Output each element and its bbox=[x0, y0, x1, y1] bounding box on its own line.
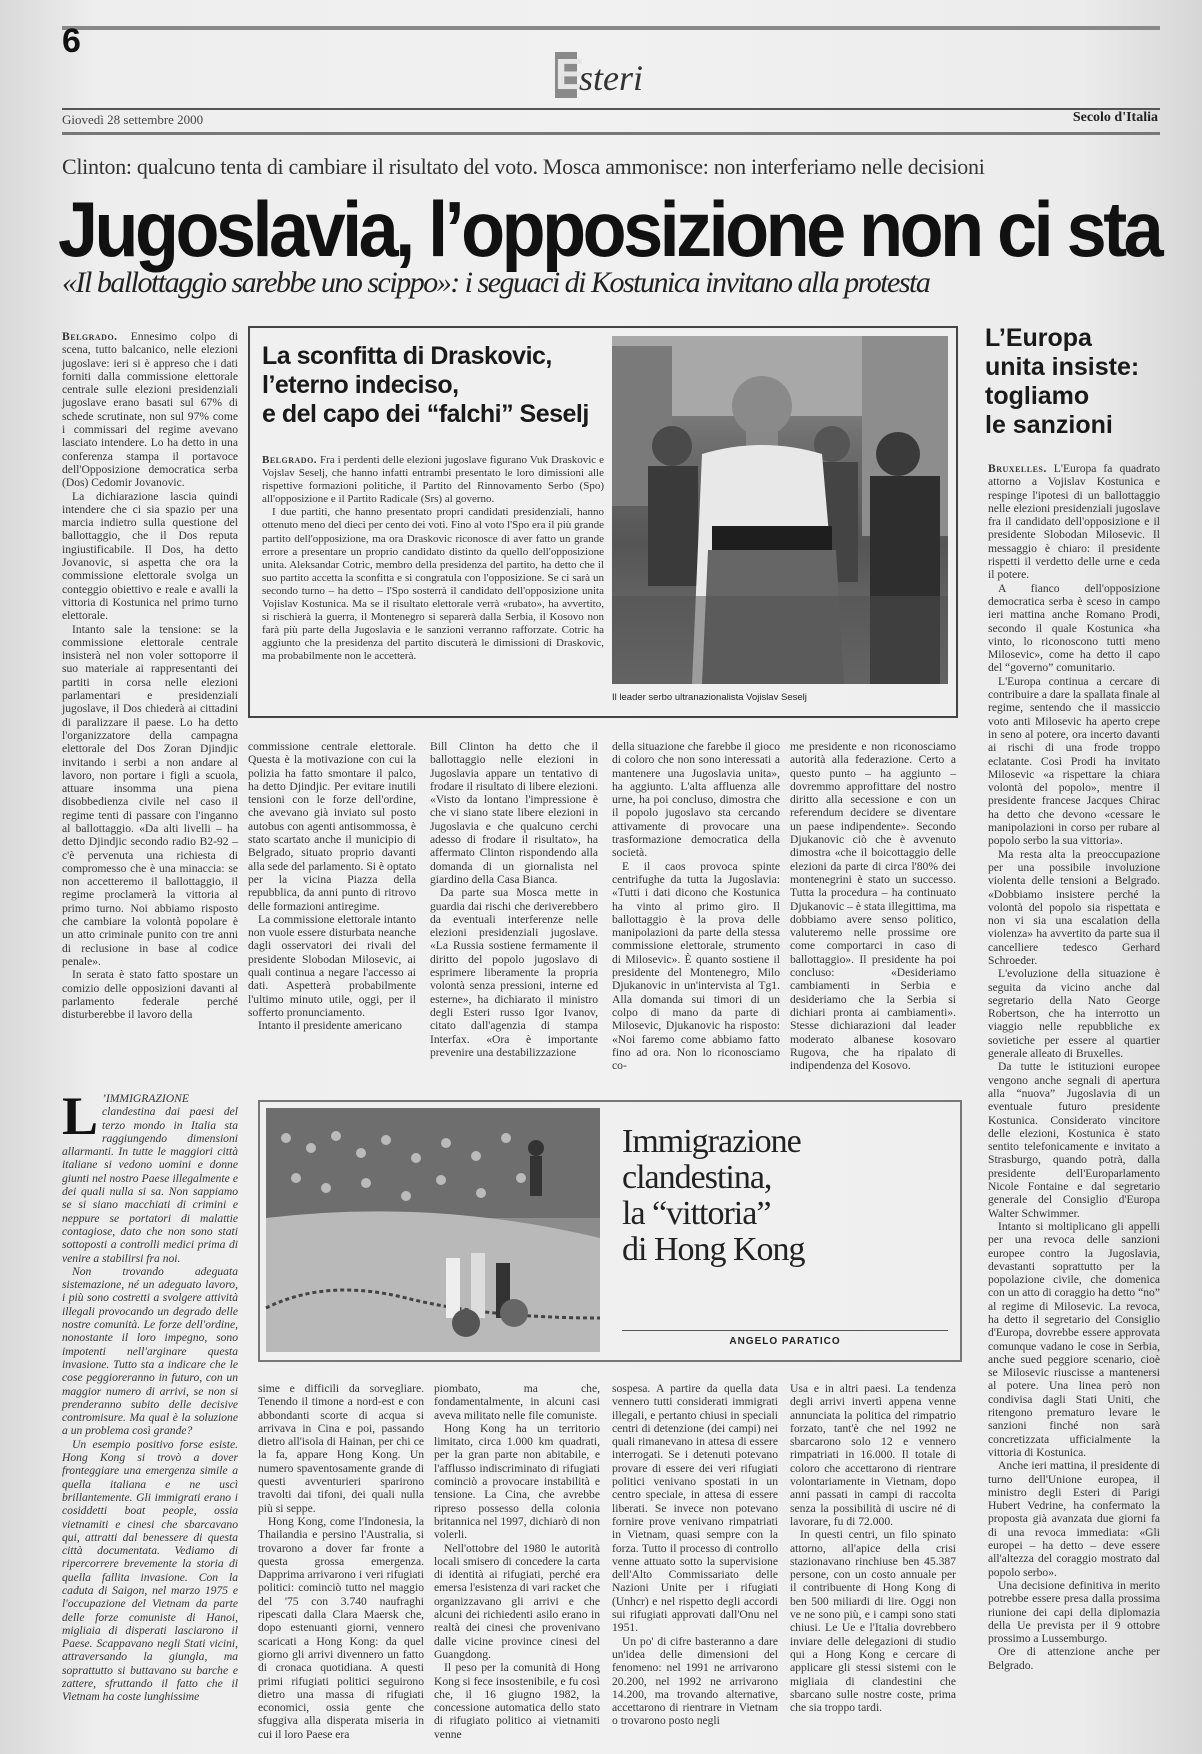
hongkong-column-5 bbox=[790, 1382, 956, 1715]
main-story-column-5 bbox=[790, 740, 956, 1073]
sidebar-body bbox=[262, 454, 604, 704]
paragraph: della situazione che farebbe il gioco di coloro che non sono interessati a mantenere una Jugoslavia unita», ha aggiunto. L'alta affluenza alle urne, ha poi concluso, dimostra che il popolo jugoslavo sta cercando attivamente di provocare una trasformazione democratica della società. bbox=[612, 740, 780, 860]
hongkong-lead-column bbox=[62, 1086, 238, 1740]
paragraph: A fianco dell'opposizione democratica serba è sceso in campo ieri mattina anche Romano Prodi, secondo il quale Kostunica «ha vinto, lo riconoscono tutti meno Milosevic», come ha detto il capo del “governo” comunitario. bbox=[988, 581, 1160, 675]
section-initial-block: E bbox=[555, 50, 585, 99]
europe-headline bbox=[985, 324, 1160, 440]
paragraph: Ore di attenzione anche per Belgrado. bbox=[988, 1645, 1160, 1672]
section-title bbox=[555, 48, 643, 98]
main-story-column-1 bbox=[62, 330, 238, 1070]
main-story-column-2 bbox=[248, 740, 416, 1070]
headline-line: Immigrazione bbox=[622, 1123, 801, 1160]
paragraph: I due partiti, che hanno presentato propri candidati presidenziali, hanno ottenuto meno del dieci per cento dei voti. Fino al voto l'Spo era il più grande partito dell'opposizione, ma ora Draskovic riconosce di aver fatto un grande errore a presentare un proprio candidato distinto da quello dell'opposizione unita. Aleksandar Cotric, membro della presidenza del partito, ha detto che il suo partito accetta la sconfitta e si congratula con l'opposizione. Se ci sarà un secondo turno – ha detto – l'Spo sosterrà il candidato dell'opposizione unita Vojislav Kostunica. Ma se il risultato elettorale verrà «rubato», ha avvertito, si rischierà la guerra, il Montenegro si separerà dalla Serbia, il Kosovo non farà più parte della Jugoslavia e le sanzioni verranno rafforzate. Cotric ha aggiunto che la presidenza del partito discuterà le dimissioni di Draskovic, ma probabilmente non le accetterà. bbox=[262, 506, 604, 663]
headline-line: clandestina, bbox=[622, 1159, 772, 1196]
paragraph: E il caos provoca spinte centrifughe da tutta la Jugoslavia: «Tutti i dati dicono che Kostunica ha vinto al primo giro. Il ballottaggio è la prova delle manipolazioni da parte della stessa commissione elettorale, strumento di Milosevic». È quanto sostiene il presidente del Montenegro, Milo Djukanovic in un'intervista al Tg1. Alla domanda sui timori di un colpo di mano da parte di Milosevic, Djukanovic ha risposto: «Noi faremo come abbiamo fatto fino ad ora. Non lo riconosciamo co- bbox=[612, 859, 780, 1073]
story-deck: «Il ballottaggio sarebbe uno scippo»: i seguaci di Kostunica invitano alla protesta bbox=[62, 266, 930, 299]
paragraph: Hong Kong ha un territorio limitato, circa 1.000 km quadrati, per la gran parte non abitabile, e l'afflusso indiscriminato di rifugiati cominciò a provocare instabilità e tensione. La Cina, che avrebbe ripreso possesso della colonia britannica nel 1997, dichiarò di non volerli. bbox=[434, 1421, 600, 1542]
hongkong-column-4 bbox=[612, 1382, 778, 1728]
main-headline: Jugoslavia, l’opposizione non ci sta bbox=[58, 187, 1161, 274]
newspaper-name: Secolo d'Italia bbox=[1072, 110, 1158, 125]
paragraph: ’IMMIGRAZIONE clandestina dai paesi del terzo mondo in Italia sta raggiungendo dimensioni allarmanti. In tutte le maggiori città italiane si vedono uomini e donne giunti nel nostro Paese illegalmente e dei quali nulla si sa. Non sappiamo se si siano macchiati di crimini e neppure se portatori di malattie contagiose, dato che non sono stati sottoposti a controlli medici prima di venire a stabilirsi fra noi. bbox=[62, 1092, 238, 1265]
paragraph: Un po' di cifre basteranno a dare un'idea delle dimensioni del fenomeno: nel 1991 ne arrivarono 20.200, nel 1992 ne arrivarono 14.200, ma trovando alternative, accettarono di rientrare in Vietnam o trovarono posto negli bbox=[612, 1634, 778, 1728]
paragraph: Intanto sale la tensione: se la commissione elettorale centrale insisterà nel non voler sottoporre il suo materiale ai rappresentanti dei partiti in corsa nelle elezioni parlamentari e presidenziali jugoslave, il Dos chiederà ai cittadini di paralizzare il paese. Lo ha detto l'organizzatore della campagna elettorale del Dos Zoran Djindjic invitando i serbi a non andare al lavoro, non portare i figli a scuola, attuare insomma una piena disobbedienza civile nel caso il regime tenti di passare con l'inganno al ballottaggio. «Da alti livelli – ha detto Djindjic secondo radio B2-92 – c'è pervenuta una richiesta di compromesso che è una minaccia: se non accetteremo il ballottaggio, il regime proclamerà la vittoria al primo turno. Noi abbiamo risposto che cambiare la volontà popolare è un atto criminale punito con tre anni di reclusione in base al codice penale». bbox=[62, 622, 238, 968]
main-story-column-4 bbox=[612, 740, 780, 1073]
sidebar-headline bbox=[262, 342, 612, 429]
paragraph: Ma resta alta la preoccupazione per una possibile involuzione violenta delle tensioni a Belgrado. «Dobbiamo insistere perché la volontà del popolo sia rispettata e non vi sia una escalation della violenza» ha avvertito da parte sua il cancelliere tedesco Gerhard Schroeder. bbox=[988, 847, 1160, 967]
section-name bbox=[579, 58, 643, 98]
paragraph: me presidente e non riconosciamo autorità alla federazione. Certo a questo punto – ha aggiunto – dovremmo approfittare del nostro diritto alla secessione e con un referendum decidere se diventare un paese indipendente». Secondo Djukanovic ciò che è avvenuto dimostra «che il boicottaggio delle elezioni da parte di circa l'80% dei montenegrini è stato un successo. Tutta la procedura – ha continuato Djukanovic – è stata illegittima, ma dobbiamo avere senso politico, valuteremo nelle prossime ore come comportarci in caso di ballottaggio». Il presidente ha poi concluso: «Desideriamo cambiamenti in Serbia e desideriamo che la Serbia si dichiari pronta ai cambiamenti». Stesse dichiarazioni dal leader moderato albanese kosovaro Rugova, che ha ripalato di indipendenza del Kosovo. bbox=[790, 740, 956, 1073]
paragraph: sospesa. A partire da quella data vennero tutti considerati immigrati illegali, e pertanto chiusi in speciali centri di detenzione (dei campi) nei quali rimanevano in attesa di essere interrogati. Se i detenuti potevano provare di essere dei veri rifugiati politici venivano spostati in un centro speciale, in attesa di essere liberati. Se invece non potevano fornire prove venivano rimpatriati in Vietnam, quasi sempre con la forza. Tutto il processo di controllo venne attuato sotto la supervisione dell'Alto Commissariato delle Nazioni Unite per i rifugiati (Unhcr) e nel rispetto degli accordi sui rifugiati approvati dall'Onu nel 1951. bbox=[612, 1382, 778, 1635]
paragraph: Intanto il presidente americano bbox=[258, 1019, 402, 1033]
paragraph: sime e difficili da sorvegliare. Tenendo il timone a nord-est e con abbondanti scorte di acqua si arrivava in Cina e poi, passando dietro all'isola di Hainan, per chi ce la fa, appare Hong Kong. Un numero spaventosamente grande di questi avventurieri sparirono travolti dai tifoni, dei quali nulla più si seppe. bbox=[258, 1382, 424, 1515]
byline-rule bbox=[622, 1330, 948, 1331]
paragraph: Una decisione definitiva in merito potrebbe essere presa dalla prossima riunione dei capi della diplomazia della Ue prevista per il 9 ottobre prossimo a Lussemburgo. bbox=[988, 1578, 1160, 1646]
paragraph: Hong Kong, come l'Indonesia, la Thailandia e persino l'Australia, si trovarono a dover far fronte a questa grossa emergenza. Dapprima arrivarono i veri rifugiati politici: cominciò tutto nel maggio del '75 con 3.740 naufraghi ripescati dalla Clara Maersk che, dopo estenuanti giorni, vennero scaricati a Hong Kong: da quel giorno gli arrivi divennero un fatto di cronaca quotidiana. A questi primi rifugiati politici seguirono dietro una massa di rifugiati economici, ossia gente che sfuggiva alla disperata miseria in cui il loro Paese era bbox=[258, 1514, 424, 1741]
photo-caption: Il leader serbo ultranazionalista Vojislav Seselj bbox=[612, 692, 807, 703]
top-rule bbox=[62, 26, 1160, 30]
crowd-photo-illustration bbox=[612, 336, 948, 684]
headline-line: l’eterno indeciso, bbox=[262, 371, 459, 399]
boat-people-photo bbox=[266, 1108, 600, 1352]
paragraph: La dichiarazione lascia quindi intendere che ci sia spazio per una marcia indietro sulla questione del ballottaggio, che il Dos reputa ingiustificabile. Il Dos, ha detto Jovanovic, si aspetta che ora la commissione elettorale svolga un conteggio obiettivo e reale e avalli la vittoria di Kostunica nel primo turno elettorale. bbox=[62, 489, 238, 623]
paragraph: Da parte sua Mosca mette in guardia dai rischi che deriverebbero da eventuali interferenze nelle elezioni presidenziali jugoslave. «La Russia sostiene fermamente il diritto del popolo jugoslavo di esprimere liberamente la propria volontà senza pressioni, interne ed esterne», ha dichiarato il ministro degli Esteri russo Igor Ivanov, citato dall'agenzia di stampa Interfax. «Ora è importante prevenire una destabilizzazione bbox=[430, 886, 598, 1059]
headline-line: la “vittoria” bbox=[622, 1195, 771, 1232]
paragraph: L'evoluzione della situazione è seguita da vicino anche dal segretario della Nato George Robertson, che ha interrotto un viaggio nelle repubbliche ex sovietiche per essere al quartier generale alleato di Bruxelles. bbox=[988, 967, 1160, 1061]
paragraph: Nell'ottobre del 1980 le autorità locali smisero di concedere la carta di identità ai rifugiati, perché era emersa l'esistenza di vari racket che organizzavano gli arrivi e che alcuni dei richiedenti asilo erano in realtà dei cinesi che provenivano dalle vicine province cinesi del Guangdong. bbox=[434, 1541, 600, 1661]
hongkong-header-box bbox=[258, 1100, 962, 1362]
headline-line: togliamo bbox=[985, 382, 1090, 410]
paragraph: La commissione elettorale intanto non vuole essere disturbata neanche dagli osservatori dei rivali del presidente Slobodan Milosevic, ai quali continua a negare l'accesso ai dati. Aspetterà probabilmente l'ultimo minuto utile, oggi, per il sofferto pronunciamento. bbox=[248, 912, 416, 1019]
main-story-column-3 bbox=[430, 740, 598, 1070]
paragraph: Anche ieri mattina, il presidente di turno dell'Unione europea, il ministro degli Esteri di Parigi Hubert Vedrine, ha confermato la proposta già avanzata due giorni fa di una revoca immediata: «Gli europei – ha detto – deve essere all'altezza del coraggio mostrato dal popolo serbo». bbox=[988, 1459, 1160, 1579]
paragraph: In questi centri, un filo spinato attorno, all'apice della crisi stazionavano rinchiuse ben 45.387 persone, con un costo annuale per il contribuente di Hong Kong di ben 500 miliardi di lire. Oggi non ve ne sono più, e i campi sono stati chiusi. Le Ue e l'Italia dovrebbero inviare delle delegazioni di studio qui a Hong Kong e cercare di applicare gli stessi sistemi con le migliaia di clandestini che sbarcano sulle nostre coste, prima che sia troppo tardi. bbox=[790, 1528, 956, 1715]
paragraph: Belgrado. Ennesimo colpo di scena, tutto balcanico, nelle elezioni jugoslave: ieri si è appreso che i dati forniti dalla commissione elettorale centrale sulle elezioni presidenziali jugoslave erano basati sul 67% di schede scrutinate, non sul 97% come i commissari del regime avevano lasciato intendere. Lo ha detto in una conferenza stampa il portavoce dell'Opposizione democratica serba (Dos) Cedomir Jovanovic. bbox=[62, 330, 238, 490]
seselj-photo bbox=[612, 336, 948, 684]
paragraph: Un esempio positivo forse esiste. Hong Kong si trovò a dover fronteggiare una emergenza simile a quella italiana e ne uscì brillantemente. Gli immigrati erano i cosiddetti boat people, ossia vietnamiti e cinesi che sbarcavano qui, attratti dal benessere di questa città documentata. Vediamo di ripercorrere brevemente la storia di quella fallita invasione. Con la caduta di Saigon, nel marzo 1975 e l'occupazione del Vietnam da parte delle forze comuniste di Hanoi, migliaia di disperati lasciarono il Paese. Scappavano negli Stati vicini, attraversando la giungla, ma soprattutto si buttavano su barche e zattere, sfruttando il fatto che il Vietnam ha coste lunghissime bbox=[62, 1437, 238, 1704]
paragraph: piombato, ma che, fondamentalmente, in alcuni casi aveva militato nelle file comuniste. bbox=[434, 1382, 600, 1422]
paragraph: Bill Clinton ha detto che il ballottaggio nelle elezioni in Jugoslavia appare un tentativo di frodare il risultato di libere elezioni. «Visto da lontano l'impressione è che vi siano state libere elezioni in Jugoslavia e che qualcuno cerchi adesso di frodare il risultato», ha affermato Clinton rispondendo alla domanda di un giornalista nel giardino della Casa Bianca. bbox=[430, 740, 598, 886]
seselj-sidebar-box bbox=[248, 326, 958, 718]
paragraph: L'Europa continua a cercare di contribuire a dare la spallata finale al regime, sentendo che il massiccio voto anti Milosevic ha aperto crepe in seno al potere, ora incerto davanti ai rischi di una frode troppo eclatante. Così Prodi ha invitato Milosevic «a rispettare la chiara volontà del popolo», mentre il presidente francese Jacques Chirac ha detto che devono «cessare le manipolazioni in corso per rubare al popolo serbo la sua vittoria». bbox=[988, 674, 1160, 848]
issue-date: Giovedì 28 settembre 2000 bbox=[62, 112, 204, 127]
headline-line: L’Europa bbox=[985, 324, 1092, 352]
page-number: 6 bbox=[62, 22, 81, 60]
headline-line: e del capo dei “falchi” Seselj bbox=[262, 400, 589, 428]
headline-line: unita insiste: bbox=[985, 353, 1140, 381]
masthead-rule-bottom bbox=[62, 132, 1160, 135]
paragraph: Belgrado. Fra i perdenti delle elezioni jugoslave figurano Vuk Draskovic e Vojslav Seselj, che hanno infatti entrambi presentato le loro dimissioni alle rispettive formazioni politiche, il Partito del Rinnovamento Serbo (Spo) all'opposizione e il Partito Radicale (Srs) al governo. bbox=[262, 454, 605, 506]
paragraph: commissione centrale elettorale. Questa è la motivazione con cui la polizia ha fatto smontare il palco, ha detto Djindjic. Per evitare inutili tensioni con le forze dell'ordine, che avevano già inviato sul posto autobus con agenti antisommossa, è stato scartato anche il municipio di Belgrado, situato proprio davanti alla sede del parlamento. Si è optato per la vicina Piazza della repubblica, da anni punto di ritrovo delle formazioni antiregime. bbox=[248, 740, 416, 913]
hongkong-column-3 bbox=[434, 1382, 600, 1741]
hongkong-headline bbox=[622, 1124, 942, 1268]
dateline: Bruxelles. bbox=[988, 462, 1047, 475]
paragraph: Bruxelles. L'Europa fa quadrato attorno a Vojislav Kostunica e respinge l'ipotesi di un ballottaggio nelle elezioni presidenziali jugoslave fra il candidato dell'opposizione e il presidente Slobodan Milosevic. Il messaggio è chiaro: il presidente rispetti il verdetto delle urne e ceda il potere. bbox=[988, 462, 1161, 582]
dateline: Belgrado. bbox=[262, 454, 318, 466]
byline: ANGELO PARATICO bbox=[729, 1336, 841, 1347]
paragraph: Usa e in altri paesi. La tendenza degli arrivi invertì appena venne annunciata la politica del rimpatrio forzato, tant'è che nel 1992 ne sbarcarono solo 12 e vennero rimpatriati in 16.000. Il totale di coloro che accettarono di rientrare volontariamente in Vietnam, dopo anni passati in campi di raccolta senza la possibilità di uscire né di lavorare, fu di 72.000. bbox=[790, 1382, 956, 1528]
europe-story-body bbox=[988, 462, 1160, 1742]
paragraph: Da tutte le istituzioni europee vengono anche segnali di apertura alla “nuova” Jugoslavia di un eventuale futuro presidente Kostunica. Considerato vincitore delle elezioni, Kostunica è stato sentito telefonicamente e invitato a Strasburgo, quando potrà, dalla presidente dell'Europarlamento Nicole Fontaine e dal segretario generale del Consiglio d'Europa Walter Schwimmer. bbox=[988, 1060, 1160, 1220]
headline-line: La sconfitta di Draskovic, bbox=[262, 342, 552, 370]
masthead-rule-top bbox=[62, 108, 1160, 110]
section-rest: steri bbox=[579, 58, 644, 98]
story-kicker: Clinton: qualcuno tenta di cambiare il risultato del voto. Mosca ammonisce: non interferiamo nelle decisioni bbox=[62, 154, 985, 179]
drop-cap: L bbox=[62, 1086, 99, 1146]
refugees-photo-illustration bbox=[266, 1108, 600, 1352]
hongkong-column-2 bbox=[258, 1382, 424, 1741]
dateline: Belgrado. bbox=[62, 330, 118, 343]
headline-line: di Hong Kong bbox=[622, 1231, 805, 1268]
paragraph: In serata è stato fatto spostare un comizio delle opposizioni davanti al parlamento federale perché disturberebbe il lavoro della bbox=[62, 968, 238, 1022]
paragraph: Intanto si moltiplicano gli appelli per una revoca delle sanzioni europee contro la Jugoslavia, devastanti soprattutto per la popolazione civile, che domenica con un atto di coraggio ha detto “no” al regime di Milosevic. La revoca, ha detto il segretario del Consiglio d'Europa, dovrebbe essere approvata comunque vadano le cose in Serbia, anche sued peggiore scenario, cioè se Milosevic riuscisse a mantenersi al potere. Una linea però non condivisa dagli Stati Uniti, che ritengono prematuro levare le sanzioni finché non sarà concretizzata ufficialmente la vittoria di Kostunica. bbox=[988, 1219, 1160, 1459]
headline-line: le sanzioni bbox=[985, 411, 1113, 439]
paragraph: Non trovando adeguata sistemazione, né un adeguato lavoro, i più sono costretti a svolgere attività illegali provocando un degrado delle nostre comunità. Le forze dell'ordine, nonostante il loro impegno, sono impotenti nell'arginare questa invasione. Tutto sta a indicare che le cose peggioreranno in futuro, con un maggior numero di arrivi, se non si prenderanno subito delle decisive contromisure. Ma qual è la soluzione a un problema così grande? bbox=[62, 1264, 238, 1438]
paragraph: Il peso per la comunità di Hong Kong si fece insostenibile, e fu così che, il 16 giugno 1982, la concessione automatica dello stato di rifugiato politico ai vietnamiti venne bbox=[434, 1661, 600, 1741]
